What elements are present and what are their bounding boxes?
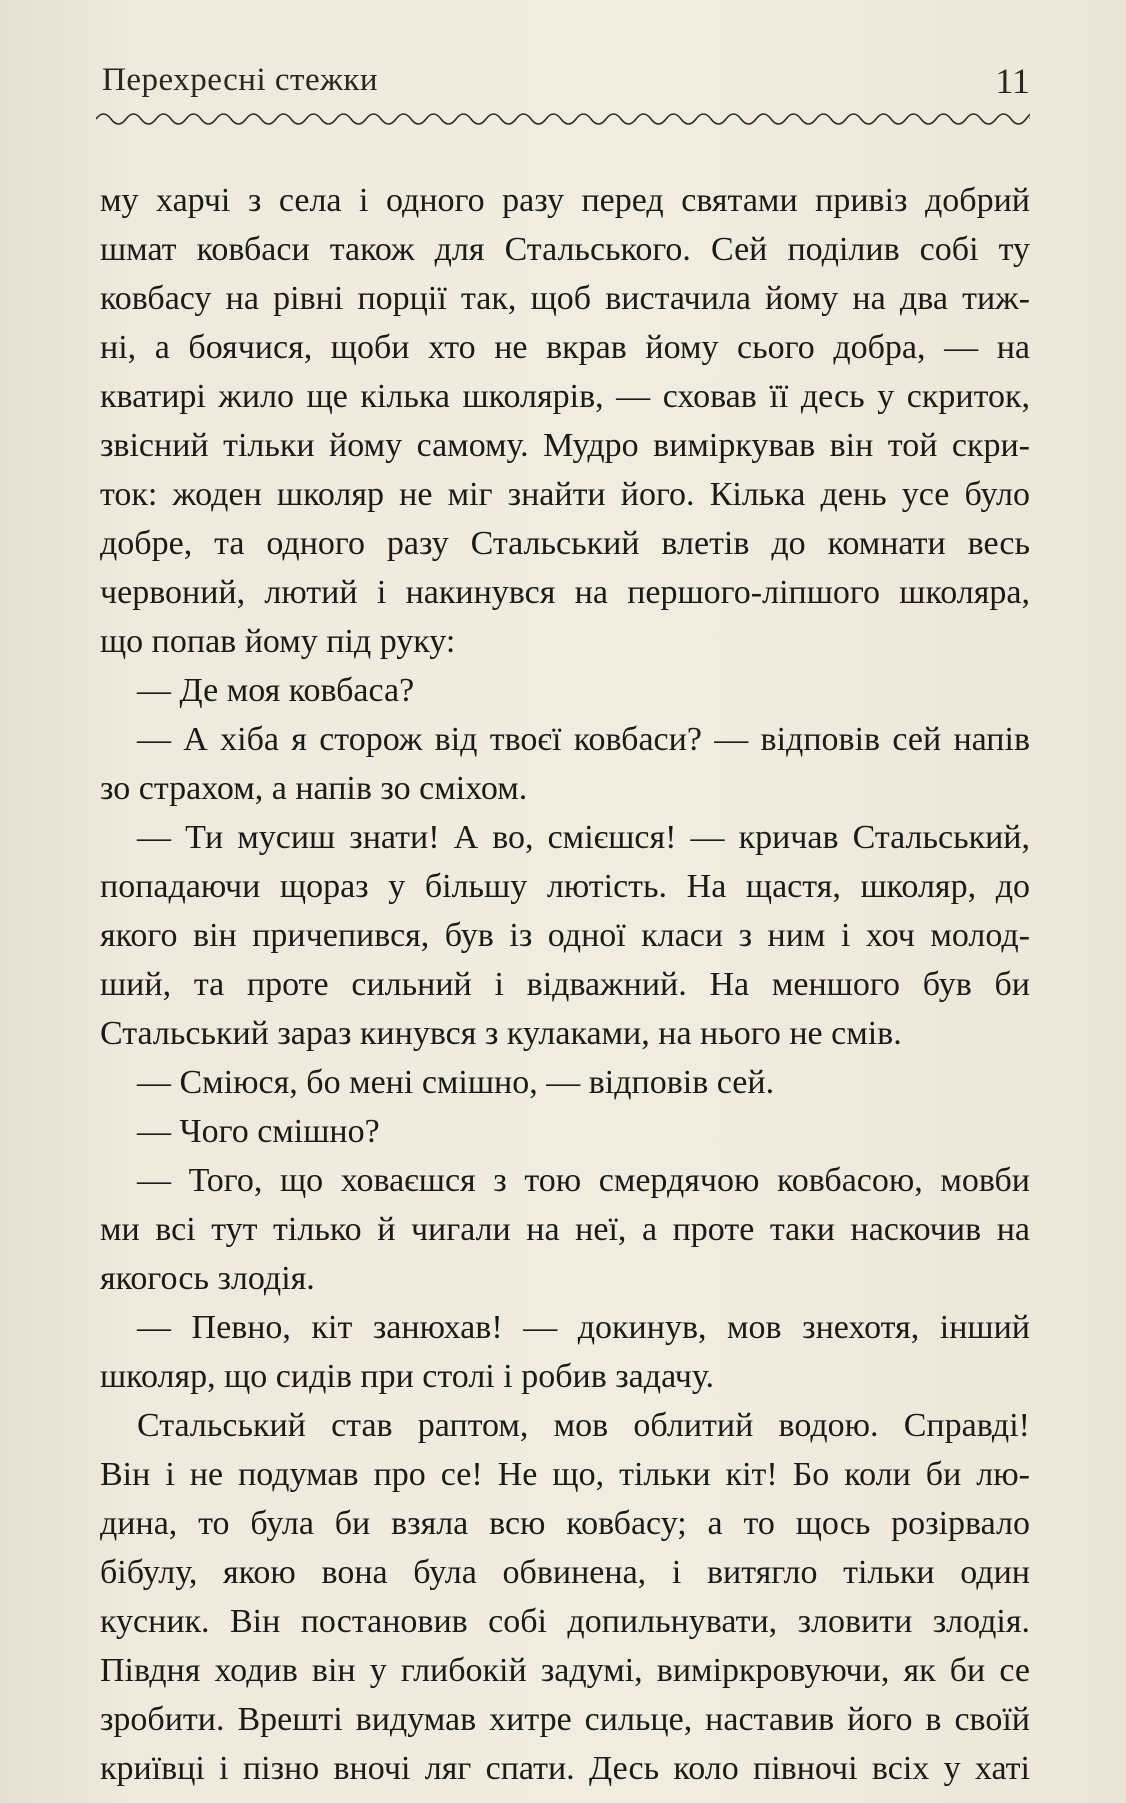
text-line: криївці і пізно вночі ляг спати. Десь коло півночі всіх у хаті <box>100 1750 1030 1787</box>
text-line: му харчі з села і одного разу перед святами привіз добрий <box>100 182 1030 219</box>
text-line: Півдня ходив він у глибокій задумі, виміркровуючи, як би се <box>100 1652 1030 1689</box>
text-line: червоний, лютий і накинувся на першого-ліпшого школяра, <box>100 574 1030 611</box>
text-line: — Того, що ховаєшся з тою смердячою ковбасою, мовби <box>137 1162 1030 1199</box>
text-line: — Сміюся, бо мені смішно, — відповів сей. <box>137 1064 775 1101</box>
page-number: 11 <box>995 61 1030 101</box>
text-line: кусник. Він постановив собі допильнувати, зловити злодія. <box>100 1603 1030 1640</box>
text-line: ні, а боячися, щоби хто не вкрав йому сього добра, — на <box>100 329 1030 366</box>
text-line: — Де моя ковбаса? <box>137 672 415 709</box>
page-header <box>102 52 1030 104</box>
text-line: якогось злодія. <box>100 1260 315 1297</box>
text-line: зробити. Врешті видумав хитре сильце, наставив його в своїй <box>100 1701 1030 1738</box>
text-line: ток: жоден школяр не міг знайти його. Кілька день усе було <box>100 476 1030 513</box>
text-line: попадаючи щораз у більшу лютість. На щастя, школяр, до <box>100 868 1030 905</box>
text-line: зо страхом, а напів зо сміхом. <box>100 770 528 807</box>
text-line: шмат ковбаси також для Стальського. Сей поділив собі ту <box>100 231 1030 268</box>
wavy-divider <box>96 108 1030 130</box>
text-line: що попав йому під руку: <box>100 623 456 660</box>
text-line: Він і не подумав про се! Не що, тільки кіт! Бо коли би лю- <box>100 1456 1030 1493</box>
text-line: дина, то була би взяла всю ковбасу; а то щось розірвало <box>100 1505 1030 1542</box>
text-line: ми всі тут тілько й чигали на неї, а проте таки наскочив на <box>100 1211 1030 1248</box>
text-line: — А хіба я сторож від твоєї ковбаси? — відповів сей напів <box>137 721 1030 758</box>
text-line: — Певно, кіт занюхав! — докинув, мов знехотя, інший <box>137 1309 1030 1346</box>
text-line: якого він причепився, був із одної класи з ним і хоч молод- <box>100 917 1030 954</box>
running-title: Перехресні стежки <box>102 62 379 98</box>
text-line: добре, та одного разу Стальський влетів до комнати весь <box>100 525 1030 562</box>
text-line: — Чого смішно? <box>137 1113 380 1150</box>
text-line: ковбасу на рівні порції так, щоб вистачила йому на два тиж- <box>100 280 1030 317</box>
body-text <box>100 176 1030 1793</box>
text-line: — Ти мусиш знати! А во, смієшся! — кричав Стальський, <box>137 819 1030 856</box>
text-line: Стальський став раптом, мов облитий водою. Справді! <box>137 1407 1030 1444</box>
text-line: бібулу, якою вона була обвинена, і витягло тільки один <box>100 1554 1030 1591</box>
text-line: ший, та проте сильний і відважний. На меншого був би <box>100 966 1030 1003</box>
text-line: школяр, що сидів при столі і робив задачу. <box>100 1358 714 1395</box>
text-line: кватирі жило ще кілька школярів, — сховав її десь у скриток, <box>100 378 1030 415</box>
text-line: Стальський зараз кинувся з кулаками, на нього не смів. <box>100 1015 902 1052</box>
text-line: звісний тільки йому самому. Мудро виміркував він той скри- <box>100 427 1030 464</box>
